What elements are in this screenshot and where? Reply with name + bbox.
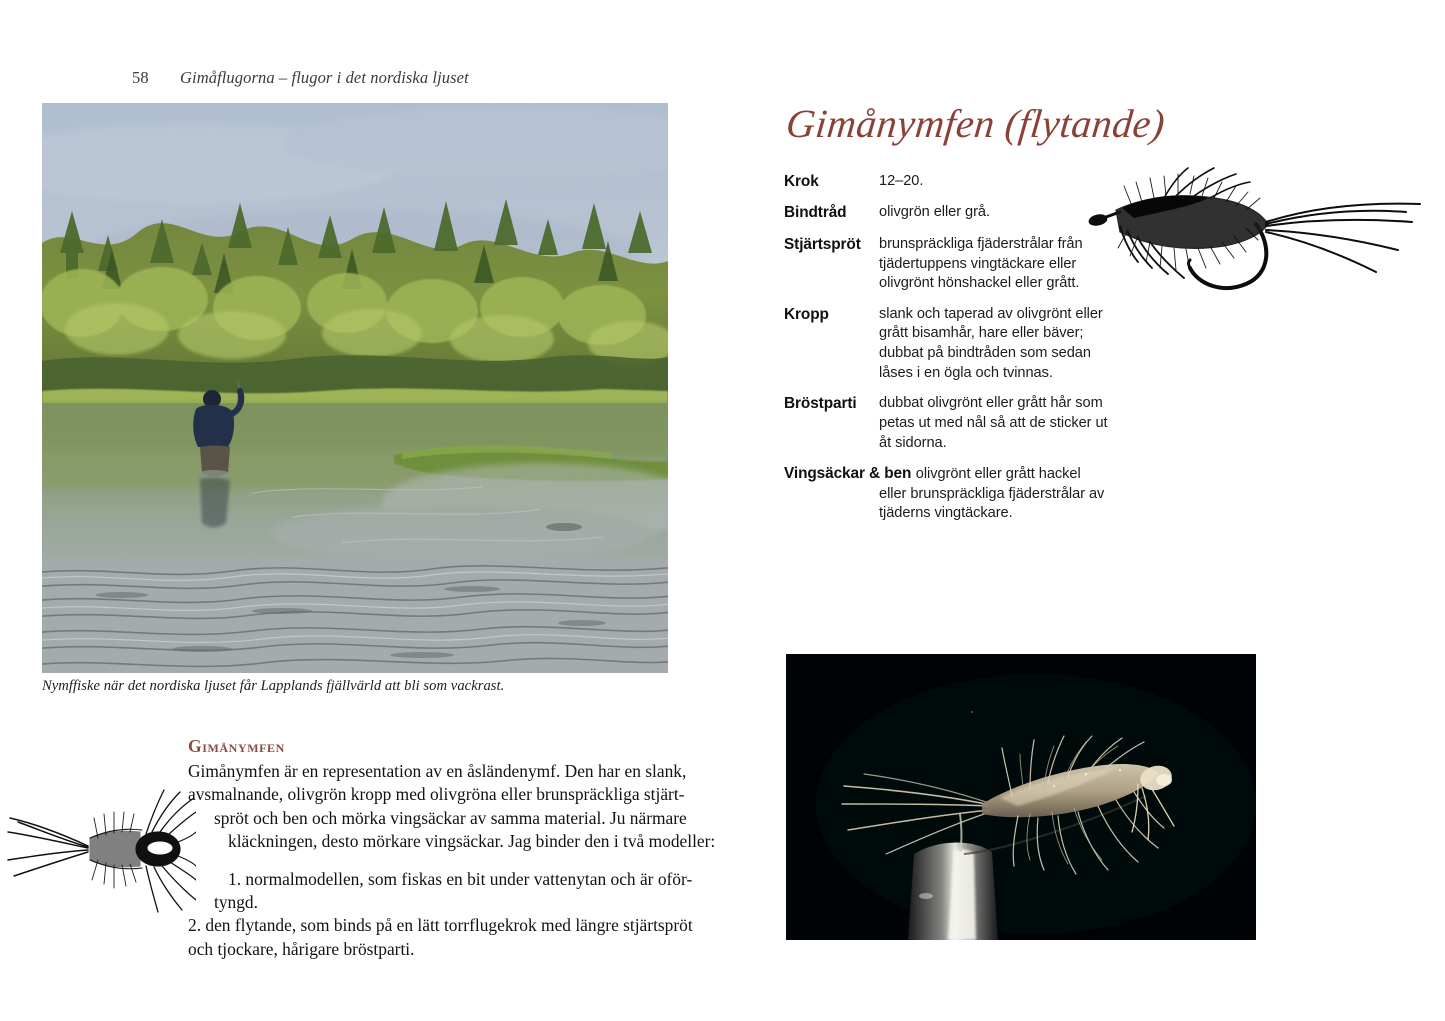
recipe-row xyxy=(784,203,1114,223)
article-heading: Gimånymfen xyxy=(188,736,285,756)
photo-caption: Nymffiske när det nordiska ljuset får Lapplands fjällvärld att bli som vackrast. xyxy=(42,678,505,694)
recipe-value: olivgrönt eller grått hackel xyxy=(915,466,1081,483)
list-item xyxy=(188,868,693,915)
paragraph-line: kläckningen, desto mörkare vingsäckar. Jag binder den i två modeller: xyxy=(228,831,716,852)
fly-line-drawing-bottom xyxy=(0,772,196,920)
recipe-label: Kropp xyxy=(784,305,829,323)
recipe-label: Stjärtspröt xyxy=(784,235,861,253)
list-item xyxy=(188,914,693,961)
recipe-list xyxy=(784,172,1114,524)
recipe-row xyxy=(784,464,1114,524)
landscape-photo xyxy=(42,103,668,673)
recipe-label: Vingsäckar & ben xyxy=(784,465,912,483)
list-line: 1. normalmodellen, som fiskas en bit under vattenytan och är oför- xyxy=(228,868,693,889)
fly-photo-graphic xyxy=(786,654,1256,940)
recipe-row xyxy=(784,305,1114,384)
recipe-value: 12–20. xyxy=(879,173,924,189)
recipe-row xyxy=(784,235,1114,294)
list-line: 2. den flytande, som binds på en lätt torrflugekrok med längre stjärtspröt xyxy=(188,915,693,936)
fly-drawing-graphic xyxy=(1076,162,1428,314)
recipe-value: olivgrön eller grå. xyxy=(879,204,990,221)
recipe-label: Bindtråd xyxy=(784,204,847,222)
running-head xyxy=(132,68,732,94)
fly-drawing-graphic xyxy=(0,772,196,920)
list-line: och tjockare, hårigare bröstparti. xyxy=(188,938,415,959)
recipe-row xyxy=(784,172,1114,192)
recipe-value: slank och taperad av olivgrönt eller grått bisamhår, hare eller bäver; dubbat på bindtråden som sedan låses i en ögla och tvinnas. xyxy=(879,305,1103,381)
recipe-label: Krok xyxy=(784,173,819,190)
fly-line-drawing-top xyxy=(1076,162,1428,314)
article-body xyxy=(188,736,716,961)
landscape-photo-graphic xyxy=(42,103,668,673)
recipe-value: brunspräckliga fjäderstrålar från tjädertuppens vingtäckare eller olivgrönt hönshackel eller grått. xyxy=(879,235,1083,292)
paragraph-line: avsmalnande, olivgrön kropp med olivgröna eller brunspräckliga stjärt- xyxy=(188,784,685,805)
article-paragraph xyxy=(188,760,716,854)
paragraph-line: spröt och ben och mörka vingsäckar av samma material. Ju närmare xyxy=(214,807,687,828)
recipe-label: Bröstparti xyxy=(784,395,857,413)
recipe-value: dubbat olivgrönt eller grått hår som petas ut med nål så att de sticker ut åt sidorna. xyxy=(879,395,1108,451)
running-head-title: Gimåflugorna – flugor i det nordiska ljuset xyxy=(180,68,469,87)
recipe-value-continued: eller brunspräckliga fjäderstrålar av tjäderns vingtäckare. xyxy=(879,485,1105,522)
page-number: 58 xyxy=(132,68,149,87)
list-line: tyngd. xyxy=(214,891,258,912)
recipe-row xyxy=(784,394,1114,453)
model-list xyxy=(188,868,693,962)
paragraph-line: Gimånymfen är en representation av en åsländenymf. Den har en slank, xyxy=(188,760,687,781)
fly-photo xyxy=(786,654,1256,940)
recipe-title: Gimånymfen (flytande) xyxy=(784,101,1168,146)
